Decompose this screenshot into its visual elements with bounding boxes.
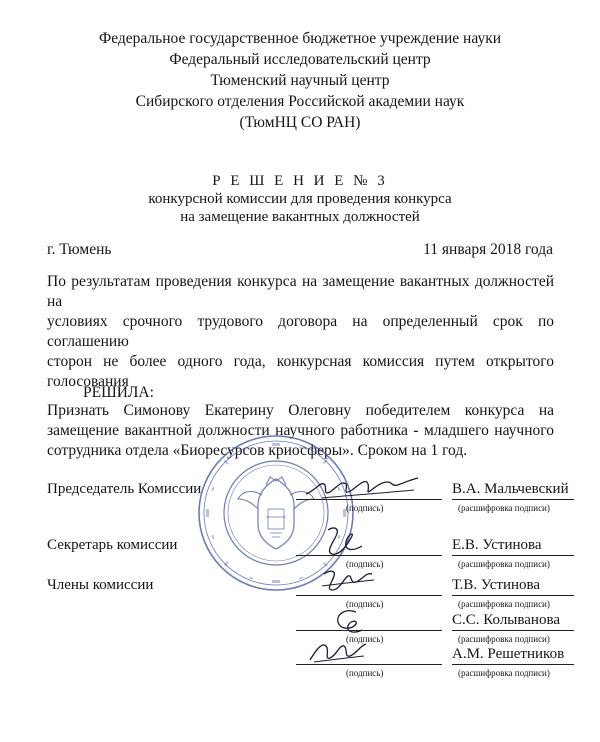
header-line-5: (ТюмНЦ СО РАН) xyxy=(239,114,361,131)
decision-title: Р Е Ш Е Н И Е № 3 xyxy=(212,173,388,189)
secretary-name-line xyxy=(452,555,574,556)
date-text: 11 января 2018 года xyxy=(423,241,553,258)
member2-name-line xyxy=(452,630,574,631)
member3-sign-caption: (подпись) xyxy=(346,668,384,678)
chair-decode-caption: (расшифровка подписи) xyxy=(458,503,550,513)
chair-name-line xyxy=(452,499,574,500)
paragraph-line: Признать Симонову Екатерину Олеговну победителем конкурса на xyxy=(47,402,554,419)
decision-subtitle-2: на замещение вакантных должностей xyxy=(180,209,420,225)
organization-header xyxy=(0,28,600,133)
member2-signature-icon xyxy=(326,606,366,636)
place-date-line xyxy=(47,241,553,259)
member1-name: Т.В. Устинова xyxy=(452,577,541,593)
members-role: Члены комиссии xyxy=(47,577,154,593)
member3-name: А.М. Решетников xyxy=(452,646,565,662)
member1-signature-icon xyxy=(318,566,378,596)
secretary-role: Секретарь комиссии xyxy=(47,537,178,553)
member1-sign-caption: (подпись) xyxy=(346,599,384,609)
place-text: г. Тюмень xyxy=(47,241,112,258)
member2-sign-caption: (подпись) xyxy=(346,634,384,644)
paragraph-line: условиях срочного трудового договора на определенный срок по соглашению xyxy=(47,313,554,350)
paragraph-line: голосования xyxy=(47,373,129,390)
chair-role: Председатель Комиссии xyxy=(47,481,202,497)
paragraph-line: сотрудника отдела «Биоресурсов криосферы». Сроком на 1 год. xyxy=(47,442,468,459)
chair-sign-caption: (подпись) xyxy=(346,503,384,513)
secretary-sign-caption: (подпись) xyxy=(346,559,384,569)
header-line-4: Сибирского отделения Российской академии наук xyxy=(135,93,465,110)
decision-subtitle-1: конкурсной комиссии для проведения конкурса xyxy=(148,191,452,207)
paragraph-line: замещение вакантной должности научного работника - младшего научного xyxy=(47,422,554,439)
member1-decode-caption: (расшифровка подписи) xyxy=(458,599,550,609)
paragraph-line: По результатам проведения конкурса на замещение вакантных должностей на xyxy=(47,273,554,310)
member2-decode-caption: (расшифровка подписи) xyxy=(458,634,550,644)
secretary-name: Е.В. Устинова xyxy=(452,537,542,553)
member2-name: С.С. Колыванова xyxy=(452,612,560,628)
decision-heading xyxy=(0,172,600,226)
header-line-1: Федеральное государственное бюджетное учреждение науки xyxy=(98,30,502,47)
resolved-heading: РЕШИЛА: xyxy=(83,384,154,401)
chair-name: В.А. Мальчевский xyxy=(452,481,569,497)
member3-decode-caption: (расшифровка подписи) xyxy=(458,668,550,678)
member3-signature-icon xyxy=(306,636,370,668)
chair-signature-icon xyxy=(302,474,422,504)
paragraph-results xyxy=(47,272,554,392)
paragraph-line: сторон не более одного года, конкурсная комиссия путем открытого xyxy=(47,353,554,370)
secretary-decode-caption: (расшифровка подписи) xyxy=(458,559,550,569)
header-line-3: Тюменский научный центр xyxy=(210,72,390,89)
secretary-signature-icon xyxy=(318,524,368,558)
header-line-2: Федеральный исследовательский центр xyxy=(169,51,431,68)
member1-name-line xyxy=(452,595,574,596)
member2-signature-line xyxy=(296,630,442,631)
member3-name-line xyxy=(452,664,574,665)
